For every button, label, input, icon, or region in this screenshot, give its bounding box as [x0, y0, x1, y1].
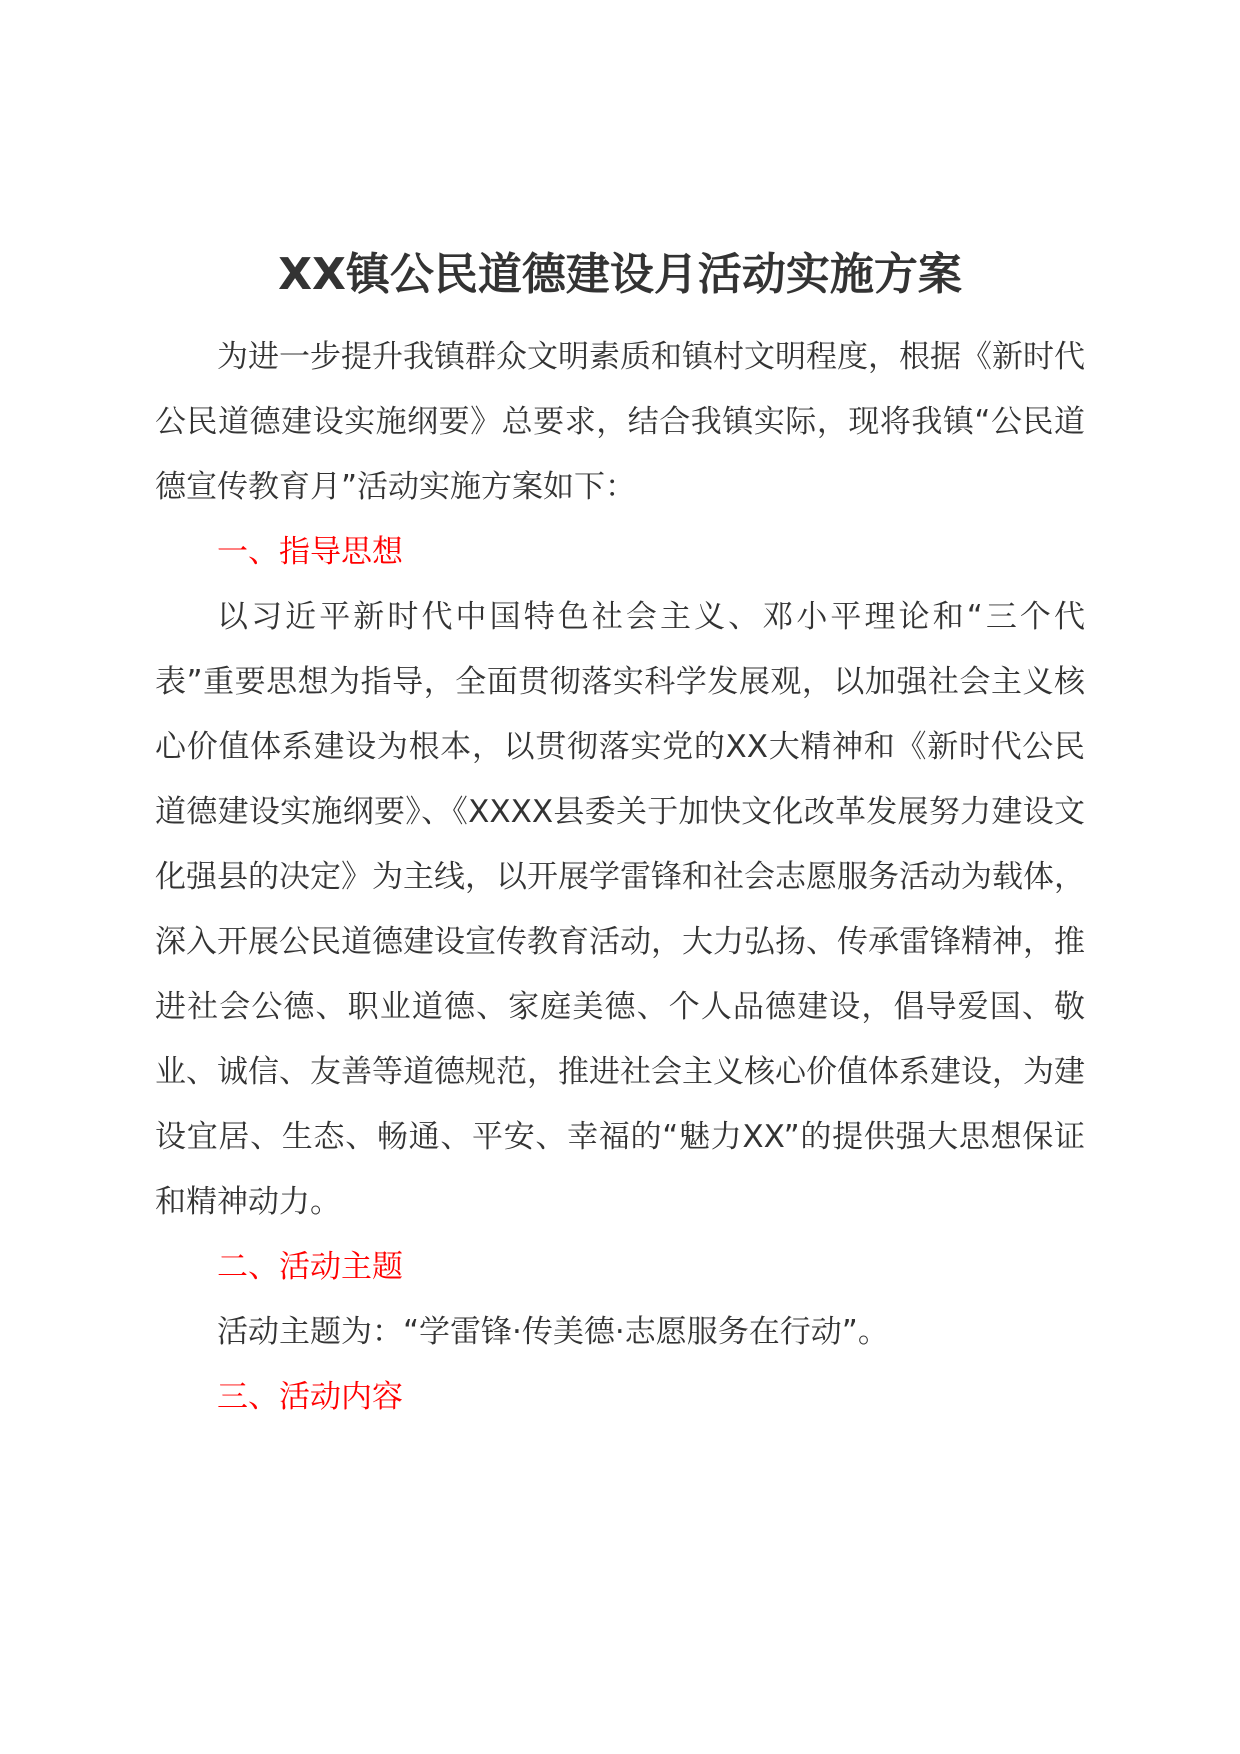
section-body-activity-theme: 活动主题为：“学雷锋·传美德·志愿服务在行动”。 — [217, 1314, 889, 1350]
section-heading-activity-theme: 二、活动主题 — [217, 1249, 403, 1285]
section-heading-activity-content: 三、活动内容 — [217, 1379, 403, 1415]
intro-paragraph: 为进一步提升我镇群众文明素质和镇村文明程度，根据《新时代公民道德建设实施纲要》总要求，结合我镇实际，现将我镇“公民道德宣传教育月”活动实施方案如下： — [155, 339, 1085, 505]
section-body-guiding-ideology: 以习近平新时代中国特色社会主义、邓小平理论和“三个代表”重要思想为指导，全面贯彻落实科学发展观，以加强社会主义核心价值体系建设为根本，以贯彻落实党的XX大精神和《新时代公民道德建设实施纲要》、《XXXX县委关于加快文化改革发展努力建设文化强县的决定》为主线，以开展学雷锋和社会志愿服务活动为载体，深入开展公民道德建设宣传教育活动，大力弘扬、传承雷锋精神，推进社会公德、职业道德、家庭美德、个人品德建设，倡导爱国、敬业、诚信、友善等道德规范，推进社会主义核心价值体系建设，为建设宜居、生态、畅通、平安、幸福的“魅力XX”的提供强大思想保证和精神动力。 — [155, 599, 1085, 1220]
document-title: XX镇公民道德建设月活动实施方案 — [278, 249, 962, 300]
document-page — [155, 245, 1085, 1430]
section-heading-guiding-ideology: 一、指导思想 — [217, 534, 403, 570]
